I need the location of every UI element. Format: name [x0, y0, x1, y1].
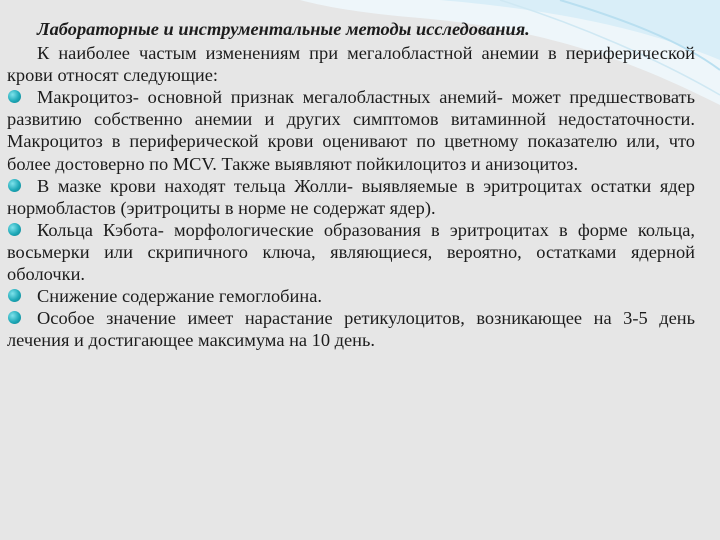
bullet-icon — [8, 289, 21, 302]
bullet-text: Кольца Кэбота- морфологические образования в эритроцитах в форме кольца, восьмерки или скрипичного ключа, являющиеся, вероятно, остатками ядерной оболочки. — [7, 219, 695, 285]
bullet-item-cabot-rings — [7, 219, 695, 285]
bullet-text: В мазке крови находят тельца Жолли- выявляемые в эритроцитах остатки ядер нормобластов (эритроциты в норме не содержат ядер). — [7, 175, 695, 218]
bullet-item-macrocytosis — [7, 86, 695, 174]
bullet-text: Снижение содержание гемоглобина. — [37, 286, 322, 307]
bullet-item-reticulocytes — [7, 307, 695, 351]
intro-paragraph: К наиболее частым изменениям при мегалобластной анемии в периферической крови относят следующие: — [7, 43, 695, 86]
bullet-icon — [8, 179, 21, 192]
slide-body — [7, 18, 695, 351]
bullet-item-hemoglobin — [7, 285, 695, 307]
bullet-icon — [8, 90, 21, 103]
bullet-text: Макроцитоз- основной признак мегалобластных анемий- может предшествовать развитию собственно анемии и других симптомов витаминной недостаточности. Макроцитоз в периферической крови оценивают по цветному показателю или, что более достоверно по MCV. Также выявляют пойкилоцитоз и анизоцитоз. — [7, 87, 695, 174]
bullet-item-jolly-bodies — [7, 175, 695, 219]
bullet-icon — [8, 223, 21, 236]
bullet-text: Особое значение имеет нарастание ретикулоцитов, возникающее на 3-5 день лечения и достигающее максимума на 10 день. — [7, 308, 695, 351]
bullet-icon — [8, 311, 21, 324]
slide-title: Лабораторные и инструментальные методы исследования. — [37, 19, 530, 39]
